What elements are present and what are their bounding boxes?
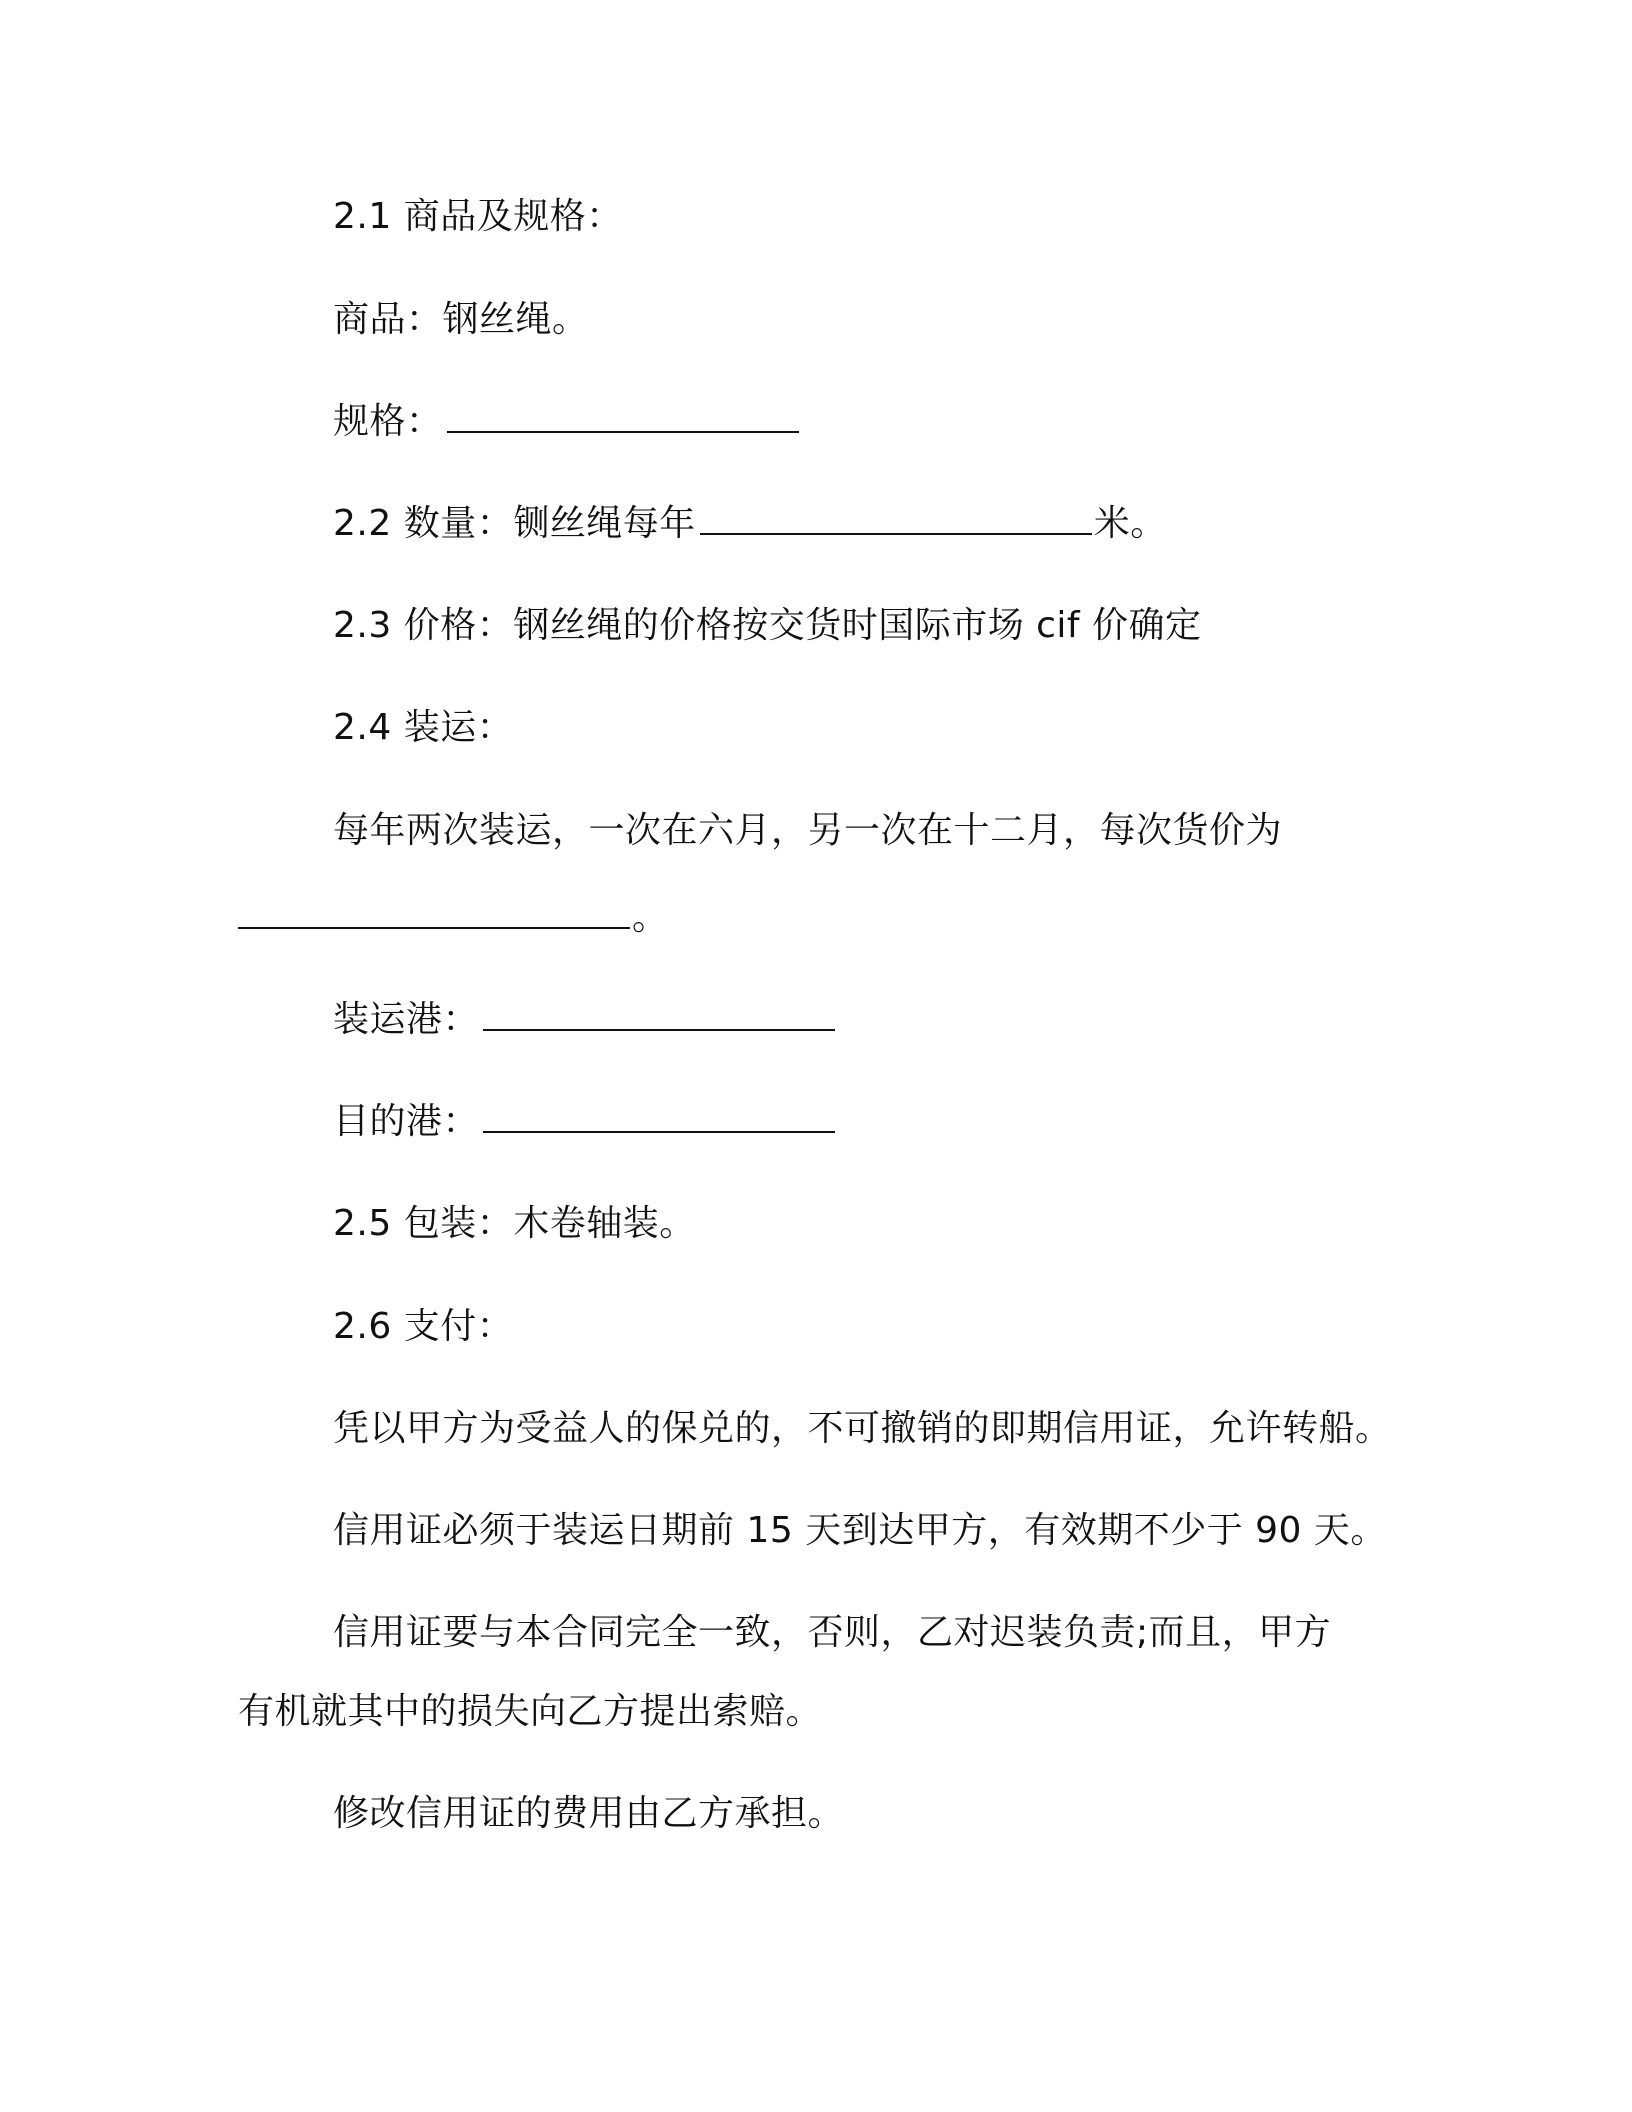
payment-paragraph-3-line-1: 信用证要与本合同完全一致，否则，乙对迟装负责;而且，甲方 (333, 1612, 1332, 1653)
quantity-blank (700, 501, 1092, 535)
loading-port-blank (483, 997, 835, 1031)
payment-paragraph-4: 修改信用证的费用由乙方承担。 (333, 1793, 845, 1834)
section-2-3-price: 2.3 价格：钢丝绳的价格按交货时国际市场 cif 价确定 (333, 605, 1202, 646)
payment-paragraph-1: 凭以甲方为受益人的保兑的，不可撤销的即期信用证，允许转船。 (333, 1408, 1392, 1449)
shipment-value-blank (238, 895, 630, 929)
specification-line: 规格： (333, 398, 801, 446)
payment-paragraph-3-line-2: 有机就其中的损失向乙方提出索赔。 (238, 1691, 823, 1732)
destination-port-line: 目的港： (333, 1098, 837, 1146)
shipment-value-line: 。 (238, 894, 669, 942)
section-2-4-heading: 2.4 装运： (333, 707, 514, 748)
destination-port-blank (483, 1099, 835, 1133)
shipment-paragraph: 每年两次装运，一次在六月，另一次在十二月，每次货价为 (333, 810, 1283, 851)
section-2-2-quantity: 2.2 数量：铡丝绳每年 米。 (333, 503, 1167, 544)
section-2-1-heading: 2.1 商品及规格： (333, 196, 623, 237)
section-2-6-heading: 2.6 支付： (333, 1306, 514, 1347)
payment-paragraph-2: 信用证必须于装运日期前 15 天到达甲方，有效期不少于 90 天。 (333, 1510, 1387, 1551)
section-2-5-packing: 2.5 包装：木卷轴装。 (333, 1203, 696, 1244)
specification-blank (447, 399, 799, 433)
goods-line: 商品：钢丝绳。 (333, 299, 589, 340)
loading-port-line: 装运港： (333, 996, 837, 1044)
